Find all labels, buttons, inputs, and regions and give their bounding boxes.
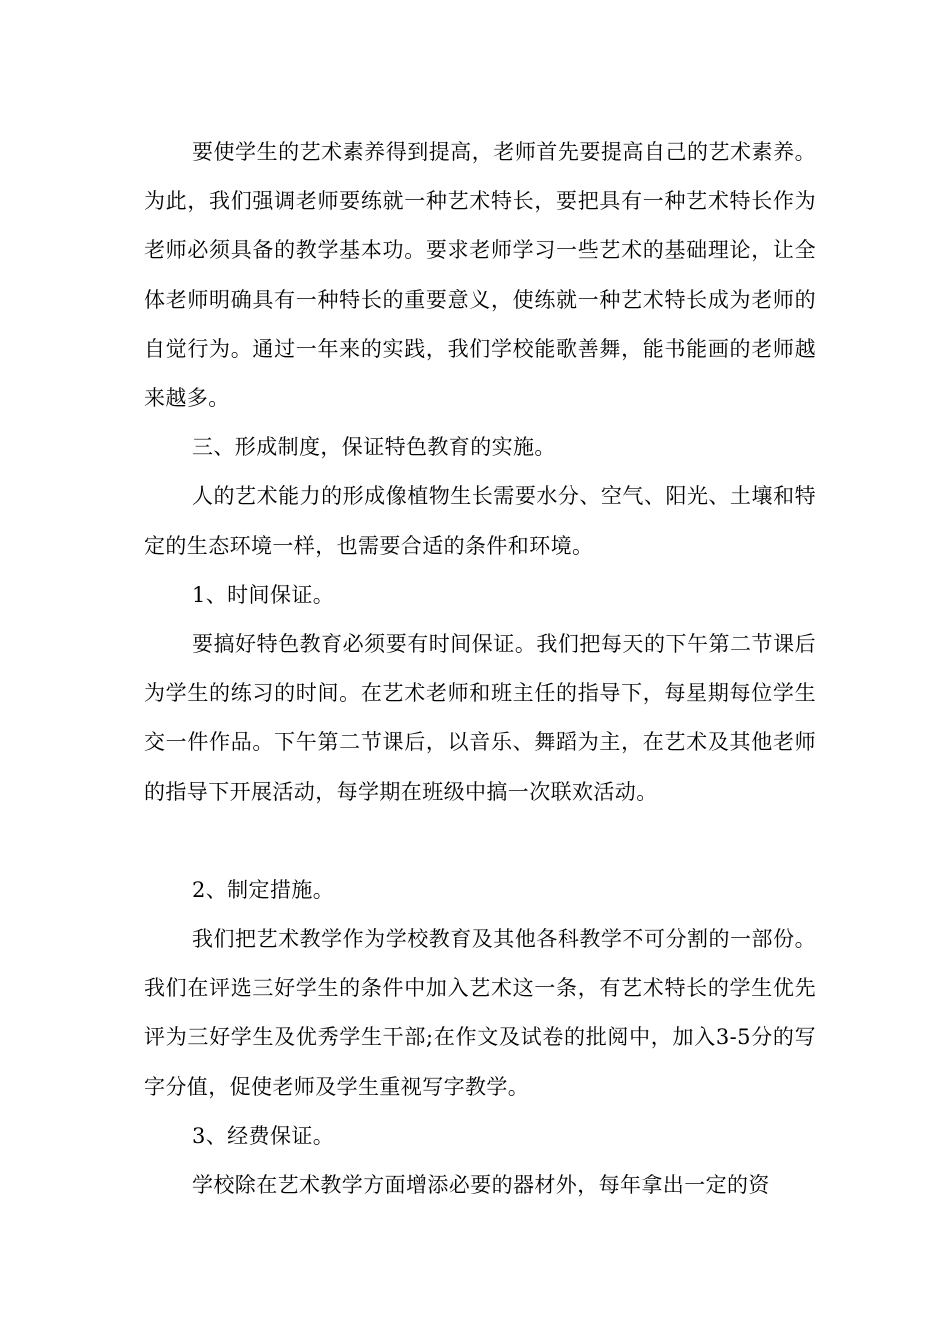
section-heading-three: 三、形成制度，保证特色教育的实施。 (192, 435, 556, 460)
paragraph-measures: 我们把艺术教学作为学校教育及其他各科教学不可分割的一部份。我们在评选三好学生的条件中加入艺术这一条，有艺术特长的学生优先评为三好学生及优秀学生干部;在作文及试卷的批阅中，加入3-5分的写字分值，促使老师及学生重视写字教学。 (144, 927, 816, 1099)
paragraph-teacher-art-literacy: 要使学生的艺术素养得到提高，老师首先要提高自己的艺术素养。为此，我们强调老师要练就一种艺术特长，要把具有一种艺术特长作为老师必须具备的教学基本功。要求老师学习一些艺术的基础理论，让全体老师明确具有一种特长的重要意义，使练就一种艺术特长成为老师的自觉行为。通过一年来的实践，我们学校能歌善舞，能书能画的老师越来越多。 (144, 140, 816, 411)
document-body (144, 128, 816, 1210)
subheading-time-guarantee: 1、时间保证。 (192, 582, 335, 607)
blank-line (144, 817, 816, 866)
paragraph-time-guarantee: 要搞好特色教育必须要有时间保证。我们把每天的下午第二节课后为学生的练习的时间。在艺术老师和班主任的指导下，每星期每位学生交一件作品。下午第二节课后，以音乐、舞蹈为主，在艺术及其他老师的指导下开展活动，每学期在班级中搞一次联欢活动。 (144, 632, 816, 804)
paragraph-conditions-environment: 人的艺术能力的形成像植物生长需要水分、空气、阳光、土壤和特定的生态环境一样，也需要合适的条件和环境。 (144, 484, 816, 558)
subheading-funding-guarantee: 3、经费保证。 (192, 1123, 335, 1148)
subheading-measures: 2、制定措施。 (192, 877, 335, 902)
paragraph-funding: 学校除在艺术教学方面增添必要的器材外，每年拿出一定的资 (192, 1173, 770, 1198)
